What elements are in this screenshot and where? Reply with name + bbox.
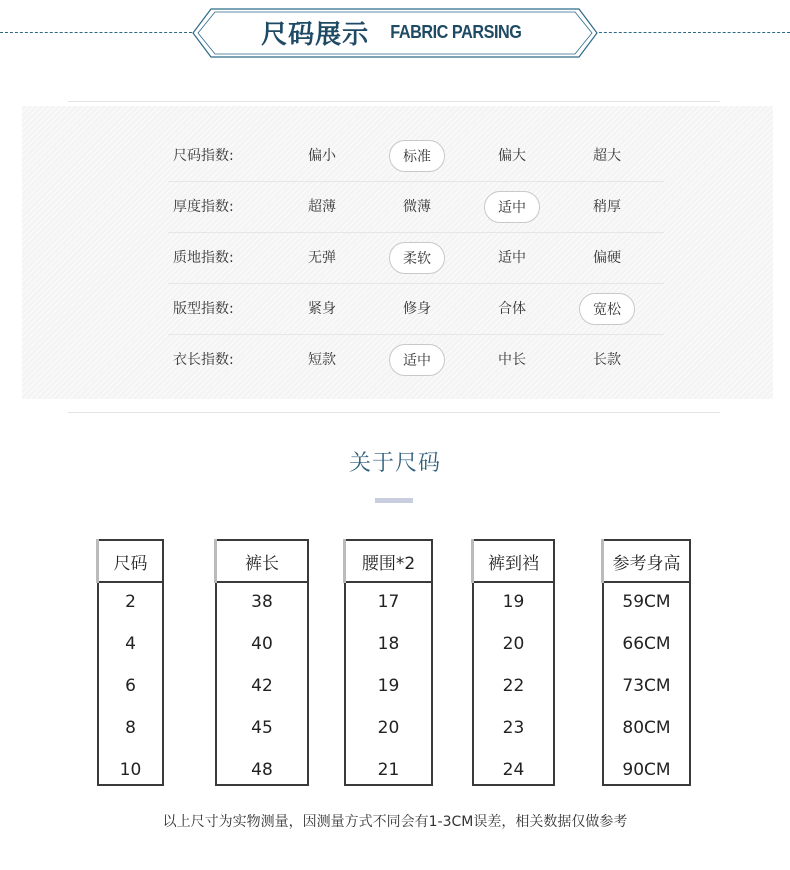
size-cell: 19 [377,676,400,696]
size-cell: 20 [502,634,525,654]
size-cell: 17 [377,592,400,612]
index-option: 合体 [498,301,526,317]
size-cell: 10 [119,760,142,780]
size-cell: 90CM [622,760,671,780]
index-option: 适中 [498,250,526,266]
size-cell: 22 [502,676,525,696]
size-cell: 2 [125,592,136,612]
size-cell: 59CM [622,592,671,612]
index-row [168,335,664,385]
size-cell: 18 [377,634,400,654]
index-label: 版型指数: [173,301,234,317]
index-row [168,233,664,284]
size-cell: 24 [502,760,525,780]
size-cell: 80CM [622,718,671,738]
size-column-header: 参考身高 [604,539,689,583]
index-row [168,182,664,233]
panel-top-divider [68,101,720,102]
size-column [97,539,164,786]
index-row [168,131,664,182]
index-option: 超薄 [308,199,336,215]
about-size-underline [375,498,413,503]
index-option: 长款 [593,352,621,368]
size-column [602,539,691,786]
index-option: 修身 [403,301,431,317]
size-cell: 48 [251,760,273,780]
index-option-selected: 标准 [389,140,445,172]
index-label: 衣长指数: [173,352,234,368]
index-option: 超大 [593,148,621,164]
index-option: 偏小 [308,148,336,164]
size-column-header: 尺码 [99,539,162,583]
panel-bottom-divider [68,412,720,413]
size-cell: 73CM [622,676,671,696]
index-option: 无弹 [308,250,336,266]
size-column-header: 裤长 [217,539,307,583]
size-cell: 19 [502,592,525,612]
index-option: 中长 [498,352,526,368]
header-banner [210,8,580,56]
size-column-header: 腰围*2 [346,539,431,583]
about-size-title: 关于尺码 [348,451,441,476]
size-cell: 20 [377,718,400,738]
size-column-header: 裤到裆 [474,539,553,583]
size-column [215,539,309,786]
size-cell: 45 [251,718,273,738]
size-cell: 21 [377,760,400,780]
index-option: 紧身 [308,301,336,317]
header-dashed-line-left [0,32,197,33]
index-option: 偏硬 [593,250,621,266]
index-option-selected: 宽松 [579,293,635,325]
measurement-note: 以上尺寸为实物测量，因测量方式不同会有1-3CM误差，相关数据仅做参考 [162,814,628,830]
size-cell: 42 [251,676,273,696]
size-cell: 66CM [622,634,671,654]
index-option-selected: 适中 [389,344,445,376]
size-column [472,539,555,786]
index-option-selected: 柔软 [389,242,445,274]
index-option-selected: 适中 [484,191,540,223]
size-cell: 40 [251,634,273,654]
header-title-en: FABRIC PARSING [390,21,522,42]
index-option: 短款 [308,352,336,368]
size-cell: 8 [125,718,136,738]
size-cell: 23 [502,718,525,738]
size-cell: 38 [251,592,273,612]
index-row [168,284,664,335]
index-label: 质地指数: [173,250,234,266]
header-title-cn: 尺码展示 [261,19,370,50]
index-label: 厚度指数: [173,199,234,215]
index-option: 微薄 [403,199,431,215]
size-column [344,539,433,786]
index-option: 偏大 [498,148,526,164]
size-cell: 4 [125,634,136,654]
index-label: 尺码指数: [173,148,234,164]
size-cell: 6 [125,676,136,696]
index-option: 稍厚 [593,199,621,215]
header-dashed-line-right [594,32,790,33]
